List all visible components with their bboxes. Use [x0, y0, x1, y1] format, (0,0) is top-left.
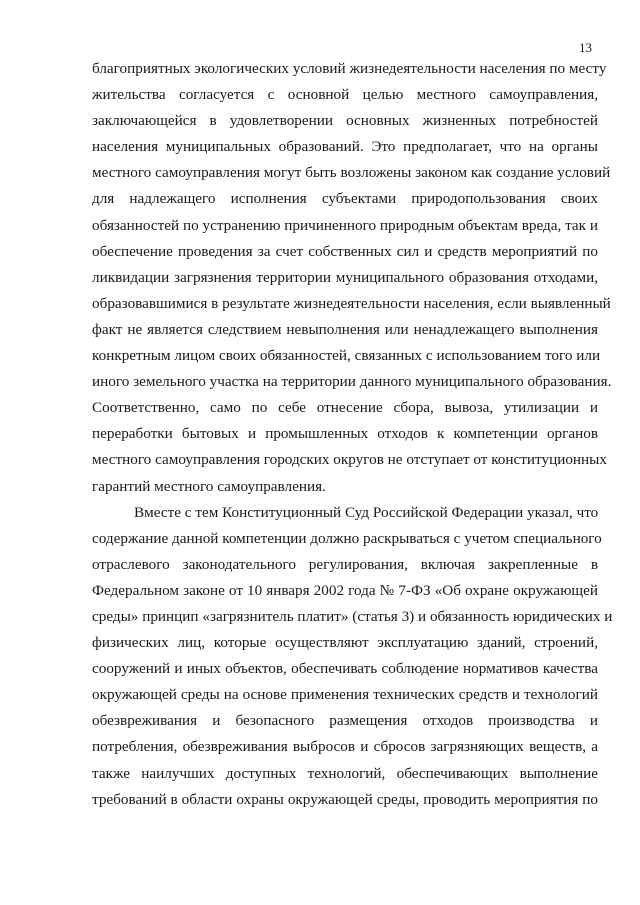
- text-line: Вместе с тем Конституционный Суд Российской Федерации указал, что: [134, 503, 599, 521]
- text-line: населения муниципальных образований. Это предполагает, что на органы: [92, 138, 598, 156]
- text-line: конкретным лицом своих обязанностей, связанных с использованием того или: [92, 347, 601, 365]
- text-line: заключающейся в удовлетворении основных жизненных потребностей: [92, 112, 598, 130]
- text-line: для надлежащего исполнения субъектами природопользования своих: [92, 190, 598, 208]
- text-line: отраслевого законодательного регулирования, включая закрепленные в: [92, 555, 598, 573]
- text-line: обязанностей по устранению причиненного природным объектам вреда, так и: [92, 216, 598, 234]
- text-line: физических лиц, которые осуществляют эксплуатацию зданий, строений,: [92, 634, 598, 652]
- text-line: Федеральном законе от 10 января 2002 года № 7-ФЗ «Об охране окружающей: [92, 581, 598, 599]
- page-number: 13: [579, 40, 592, 55]
- text-line: потребления, обезвреживания выбросов и сбросов загрязняющих веществ, а: [92, 738, 598, 756]
- text-line: ликвидации загрязнения территории муниципального образования отходами,: [92, 268, 598, 286]
- text-line: образовавшимися в результате жизнедеятельности населения, если выявленный: [92, 294, 611, 312]
- paragraph-2: [92, 500, 613, 813]
- text-line: требований в области охраны окружающей среды, проводить мероприятия по: [92, 790, 598, 808]
- text-line: содержание данной компетенции должно раскрываться с учетом специального: [92, 529, 602, 547]
- text-line: местного самоуправления городских округов не отступает от конституционных: [92, 451, 607, 469]
- text-line: факт не является следствием невыполнения или ненадлежащего выполнения: [92, 320, 598, 338]
- text-line: обезвреживания и безопасного размещения отходов производства и: [92, 712, 598, 730]
- paragraph-1: [92, 56, 612, 500]
- text-line: Соответственно, само по себе отнесение сбора, вывоза, утилизации и: [92, 399, 598, 417]
- text-line: благоприятных экологических условий жизнедеятельности населения по месту: [92, 60, 607, 77]
- text-line: обеспечение проведения за счет собственных сил и средств мероприятий по: [92, 242, 598, 260]
- text-line: переработки бытовых и промышленных отходов к компетенции органов: [92, 425, 598, 443]
- text-line: жительства согласуется с основной целью местного самоуправления,: [92, 86, 598, 104]
- text-line: окружающей среды на основе применения технических средств и технологий: [92, 686, 598, 704]
- text-line: сооружений и иных объектов, обеспечивать соблюдение нормативов качества: [92, 660, 598, 678]
- document-body: [92, 56, 613, 813]
- text-line: также наилучших доступных технологий, обеспечивающих выполнение: [92, 764, 598, 782]
- text-line: гарантий местного самоуправления.: [92, 477, 326, 495]
- text-line: местного самоуправления могут быть возложены законом как создание условий: [92, 164, 611, 182]
- text-line: иного земельного участка на территории данного муниципального образования.: [92, 373, 612, 391]
- text-line: среды» принцип «загрязнитель платит» (статья 3) и обязанность юридических и: [92, 607, 613, 625]
